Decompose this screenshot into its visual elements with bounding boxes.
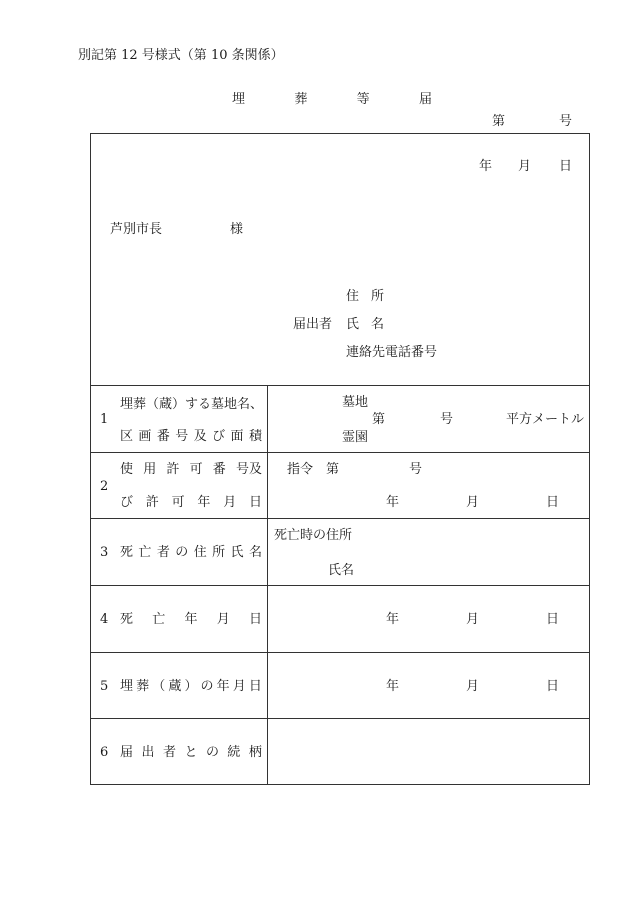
title-char: 埋	[232, 92, 246, 107]
label-char: 年	[197, 495, 211, 510]
label-char: 及	[193, 429, 207, 444]
applicant-address-char: 住	[346, 289, 360, 304]
label-char: 名	[248, 545, 262, 560]
label-char: 番	[212, 462, 226, 477]
row-day: 日	[546, 679, 560, 694]
row-number-suffix: 号	[440, 412, 454, 427]
label-char: 年	[216, 679, 230, 694]
label-char: 可	[171, 495, 185, 510]
row-month: 月	[466, 679, 480, 694]
form-title	[232, 93, 432, 106]
form-label: 別記第 12 号様式（第 10 条関係）	[78, 48, 284, 63]
row-label	[120, 496, 262, 509]
label-char: 月	[216, 612, 230, 627]
addressee-honorific: 様	[230, 222, 244, 237]
row-number-suffix: 号	[409, 462, 423, 477]
row-number: 5	[100, 679, 109, 694]
date-year: 年	[479, 159, 493, 174]
applicant-name-char: 名	[371, 317, 385, 332]
row-year: 年	[386, 612, 400, 627]
label-char: 氏	[230, 545, 244, 560]
label-char: 死	[120, 545, 134, 560]
column-divider	[267, 385, 268, 785]
applicant-name-char: 氏	[346, 317, 360, 332]
label-char: 日	[248, 679, 262, 694]
date-month: 月	[518, 159, 532, 174]
label-char: 許	[166, 462, 180, 477]
row-number: 2	[100, 479, 109, 494]
row-label	[120, 463, 262, 476]
label-char: 月	[232, 679, 246, 694]
cemetery-label: 墓地	[342, 395, 369, 410]
label-char: （	[152, 679, 166, 694]
label-char: 出	[141, 745, 155, 760]
area-unit: 平方メートル	[506, 412, 585, 427]
label-char: 日	[248, 495, 262, 510]
row-divider	[90, 585, 590, 586]
label-char: 埋	[120, 679, 134, 694]
label-char: と	[184, 745, 198, 760]
label-char: 区	[120, 429, 134, 444]
row-divider	[90, 385, 590, 386]
label-char: 積	[248, 429, 262, 444]
label-char: 日	[248, 612, 262, 627]
applicant-address-char: 所	[371, 289, 385, 304]
row-number: 4	[100, 612, 109, 627]
label-char: 者	[156, 545, 170, 560]
row-label	[120, 430, 262, 443]
label-char: 画	[138, 429, 152, 444]
label-char: 柄	[248, 745, 262, 760]
label-char: 葬	[136, 679, 150, 694]
row-day: 日	[546, 495, 560, 510]
label-char: 蔵	[168, 679, 182, 694]
label-char: 年	[184, 612, 198, 627]
row-divider	[90, 652, 590, 653]
number-suffix: 号	[559, 114, 573, 129]
row-year: 年	[386, 679, 400, 694]
label-char: 者	[162, 745, 176, 760]
row-label	[120, 746, 262, 759]
applicant-section-label: 届出者	[293, 317, 333, 332]
row-label	[120, 613, 262, 626]
reien-label: 霊園	[342, 430, 369, 445]
label-char: 可	[189, 462, 203, 477]
row-number: 3	[100, 545, 109, 560]
addressee-name: 芦別市長	[110, 222, 163, 237]
row-number: 1	[100, 412, 109, 427]
date-day: 日	[559, 159, 573, 174]
label-char: 許	[145, 495, 159, 510]
label-char: 続	[227, 745, 241, 760]
row-label	[120, 680, 262, 693]
title-char: 等	[356, 92, 370, 107]
label-char: び	[120, 495, 134, 510]
label-char: 用	[143, 462, 157, 477]
death-address-label: 死亡時の住所	[274, 528, 353, 543]
title-char: 葬	[294, 92, 308, 107]
row-divider	[90, 518, 590, 519]
row-month: 月	[466, 495, 480, 510]
number-prefix: 第	[492, 114, 506, 129]
label-char: 月	[223, 495, 237, 510]
applicant-phone-label: 連絡先電話番号	[346, 345, 438, 360]
label-char: び	[212, 429, 226, 444]
directive-label: 指令	[287, 462, 314, 477]
label-char: 亡	[138, 545, 152, 560]
label-char: の	[200, 679, 214, 694]
row-number-prefix: 第	[326, 462, 340, 477]
label-char: 死	[120, 612, 134, 627]
label-char: 所	[212, 545, 226, 560]
title-char: 届	[418, 92, 432, 107]
row-divider	[90, 718, 590, 719]
label-char: 使	[120, 462, 134, 477]
death-name-label: 氏名	[328, 563, 355, 578]
row-number-prefix: 第	[372, 412, 386, 427]
row-year: 年	[386, 495, 400, 510]
label-char: の	[175, 545, 189, 560]
row-month: 月	[466, 612, 480, 627]
label-char: ）	[184, 679, 198, 694]
row-label	[120, 546, 262, 559]
label-char: の	[205, 745, 219, 760]
label-char: 面	[230, 429, 244, 444]
row-number: 6	[100, 745, 109, 760]
row-divider	[90, 452, 590, 453]
label-char: 号及	[235, 462, 262, 477]
label-char: 届	[120, 745, 134, 760]
label-char: 亡	[152, 612, 166, 627]
row-label: 埋葬（蔵）する墓地名、	[120, 397, 264, 412]
label-char: 住	[193, 545, 207, 560]
row-day: 日	[546, 612, 560, 627]
label-char: 番	[156, 429, 170, 444]
label-char: 号	[175, 429, 189, 444]
